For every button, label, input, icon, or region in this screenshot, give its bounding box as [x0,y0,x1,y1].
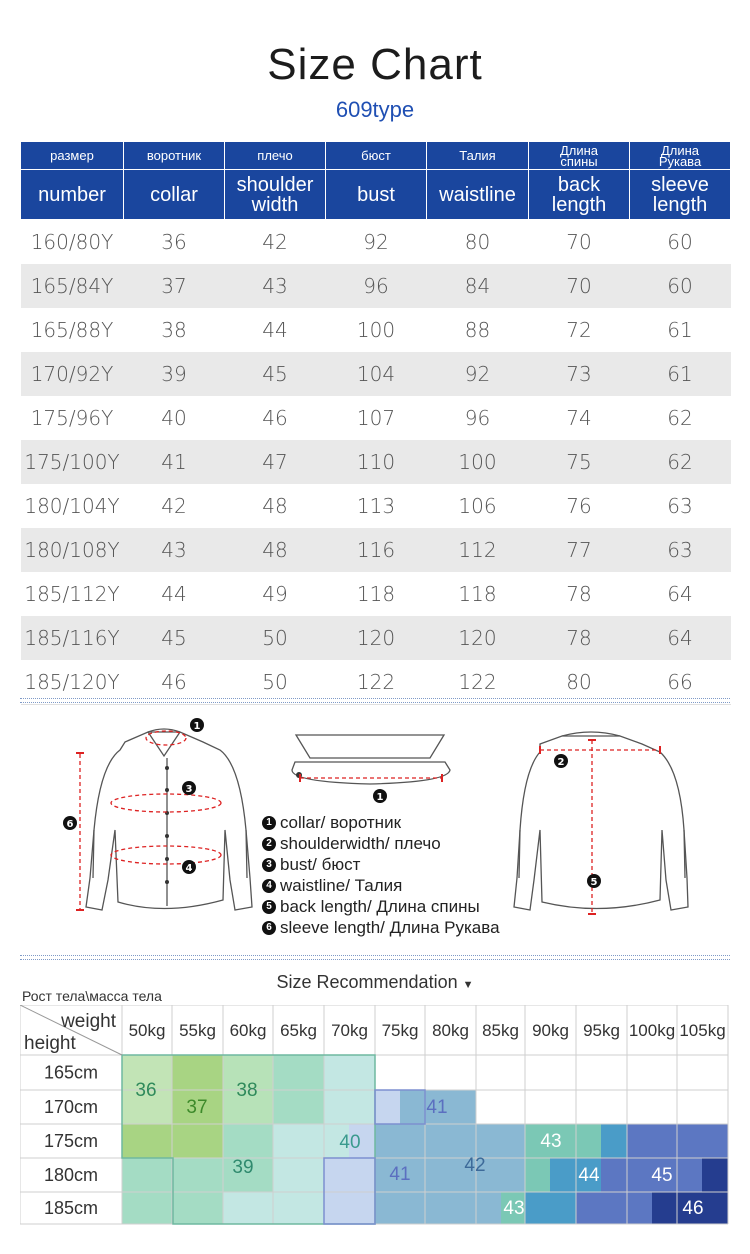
table-cell: 84 [427,264,529,308]
height-label: 180cm [43,1165,99,1185]
table-row [21,396,731,440]
size-label: 41 [389,1164,411,1185]
header-en-cell: collar [124,170,225,220]
table-cell: 45 [225,352,326,396]
marker-3: 3 [185,784,193,795]
table-cell: 107 [356,406,396,430]
table-cell: 180/104Y [24,494,120,518]
table-row [21,264,731,308]
header-en-cell: waistline [427,170,529,220]
table-row [21,220,731,265]
weight-label: 95kg [583,1021,620,1040]
table-cell: 75 [529,440,630,484]
table-cell: 49 [262,582,288,606]
table-cell: 38 [161,318,187,342]
marker-2: 2 [557,757,565,768]
header-row-ru [21,142,731,170]
table-cell: 45 [124,616,225,660]
weight-label: 105kg [679,1021,726,1040]
region-46 [702,1158,728,1192]
recommendation-corner-label: Рост тела\масса тела [22,988,162,1004]
table-cell: 66 [630,660,731,705]
table-cell: 175/96Y [30,406,114,430]
size-table-body [21,220,731,705]
header-ru-cell: плечо [225,142,326,170]
region-39 [273,1055,324,1090]
table-row [21,440,731,484]
corner-height-label: height [24,1033,76,1054]
weight-label: 65kg [280,1021,317,1040]
table-cell: 77 [529,528,630,572]
table-cell: 74 [566,406,592,430]
table-cell: 37 [124,264,225,308]
measurement-legend [262,812,500,938]
table-cell: 185/112Y [24,582,120,606]
dotted-divider [20,955,730,956]
legend-item: 2 shoulderwidth/ плечо [262,833,500,854]
region-43 [525,1124,601,1158]
region-42 [476,1192,501,1224]
size-label: 46 [682,1198,704,1219]
table-cell: 42 [161,494,187,518]
legend-item: 4 waistline/ Талия [262,875,500,896]
table-cell: 61 [667,318,693,342]
table-row [21,308,731,352]
weight-label: 50kg [128,1021,166,1040]
table-cell: 60 [630,264,731,308]
table-cell: 42 [262,230,288,254]
recommendation-title: Size Recommendation ▼ [276,972,474,992]
table-cell: 60 [667,230,693,254]
table-cell: 165/84Y [21,264,124,308]
table-cell: 43 [124,528,225,572]
table-cell: 70 [529,264,630,308]
table-cell: 63 [667,494,693,518]
table-cell: 43 [225,264,326,308]
table-cell: 44 [262,318,288,342]
table-cell: 48 [225,528,326,572]
table-cell: 120 [326,616,427,660]
table-cell: 61 [630,352,731,396]
region-43 [525,1158,550,1192]
table-cell: 170/92Y [21,352,124,396]
marker-6: 6 [66,819,74,830]
header-ru-cell: Длина спины [529,142,630,170]
size-label: 40 [339,1132,361,1153]
table-cell: 64 [667,582,693,606]
table-row [21,572,731,616]
size-label: 42 [464,1155,486,1176]
table-cell: 118 [356,582,396,606]
dotted-divider [20,702,730,703]
table-cell: 50 [225,616,326,660]
table-cell: 73 [529,352,630,396]
region-42 [400,1090,425,1124]
table-cell: 36 [161,230,187,254]
table-cell: 78 [529,616,630,660]
dotted-divider [20,959,730,960]
header-en-cell: sleeve length [630,170,731,220]
header-en-cell: shoulder width [225,170,326,220]
caret-down-icon: ▼ [462,979,474,991]
size-label: 36 [135,1080,157,1101]
table-cell: 112 [427,528,529,572]
height-label: 185cm [43,1198,99,1218]
table-cell: 122 [326,660,427,705]
header-row-en [21,170,731,220]
table-cell: 96 [464,406,491,430]
table-cell: 185/120Y [21,660,124,705]
table-row [21,616,731,660]
table-cell: 39 [124,352,225,396]
table-cell: 64 [630,616,731,660]
header-ru-cell: Талия [427,142,529,170]
table-cell: 72 [566,318,592,342]
table-cell: 185/116Y [21,616,124,660]
height-label: 165cm [43,1062,99,1083]
header-en-cell: back length [529,170,630,220]
legend-item: 1 collar/ воротник [262,812,500,833]
weight-label: 100kg [628,1021,676,1040]
header-en-cell: number [21,170,124,220]
size-label: 44 [578,1165,600,1186]
corner-weight-label: weight [61,1011,116,1032]
weight-label: 55kg [179,1021,216,1040]
weight-label: 80kg [432,1021,469,1040]
header-ru-cell: воротник [124,142,225,170]
weight-label: 85kg [482,1021,519,1040]
table-cell: 46 [124,660,225,705]
table-row [21,484,731,528]
size-label: 37 [186,1097,208,1118]
table-cell: 44 [161,582,187,606]
table-cell: 106 [458,494,497,518]
region-44 [525,1192,576,1224]
header-ru-cell: бюст [326,142,427,170]
size-label: 45 [651,1165,673,1186]
table-cell: 116 [326,528,427,572]
table-cell: 92 [427,352,529,396]
table-cell: 110 [326,440,427,484]
header-ru-cell: Длина Рукава [630,142,731,170]
page-subtitle: 609type [335,97,415,122]
table-cell: 41 [124,440,225,484]
region-45 [576,1192,652,1224]
size-label: 38 [236,1080,258,1101]
table-row [21,528,731,572]
weight-label: 70kg [331,1021,368,1040]
height-label: 175cm [43,1131,99,1151]
size-label: 39 [232,1157,254,1178]
table-cell: 100 [427,440,529,484]
weight-label: 60kg [229,1021,267,1040]
table-row [21,352,731,396]
size-table [20,141,731,705]
table-cell: 118 [458,582,497,606]
table-cell: 92 [363,230,389,254]
table-cell: 100 [356,318,396,342]
table-cell: 48 [262,494,288,518]
marker-1: 1 [193,721,201,732]
region-41 [324,1158,375,1224]
header-ru-cell: размер [21,142,124,170]
marker-5: 5 [590,877,598,888]
table-cell: 62 [630,440,731,484]
table-cell: 180/108Y [21,528,124,572]
table-cell: 165/88Y [30,318,114,342]
table-cell: 96 [326,264,427,308]
legend-item: 3 bust/ бюст [262,854,500,875]
region-44 [601,1124,627,1158]
table-cell: 40 [161,406,187,430]
table-cell: 46 [262,406,288,430]
table-cell: 120 [427,616,529,660]
marker-4: 4 [185,863,193,874]
legend-item: 5 back length/ Длина спины [262,896,500,917]
table-cell: 63 [630,528,731,572]
size-label: 43 [540,1131,562,1152]
table-cell: 122 [427,660,529,705]
table-cell: 113 [356,494,396,518]
table-cell: 175/100Y [21,440,124,484]
marker-1b: 1 [376,792,384,803]
dotted-divider [20,698,730,699]
table-cell: 76 [566,494,592,518]
table-cell: 62 [667,406,693,430]
weight-label: 90kg [532,1021,569,1040]
page-title: Size Chart [267,40,483,89]
legend-item: 6 sleeve length/ Длина Рукава [262,917,500,938]
size-recommendation-grid [20,1005,730,1225]
table-cell: 47 [225,440,326,484]
table-cell: 160/80Y [30,230,114,254]
recommendation-svg [20,1005,730,1225]
size-label: 41 [426,1097,448,1118]
table-cell: 78 [566,582,592,606]
size-label: 43 [503,1198,525,1219]
height-label: 170cm [43,1097,99,1117]
weight-label: 75kg [381,1021,419,1040]
table-cell: 80 [464,230,491,254]
table-cell: 88 [464,318,491,342]
table-cell: 70 [566,230,592,254]
table-cell: 80 [529,660,630,705]
header-en-cell: bust [326,170,427,220]
table-cell: 104 [326,352,427,396]
table-cell: 50 [225,660,326,705]
